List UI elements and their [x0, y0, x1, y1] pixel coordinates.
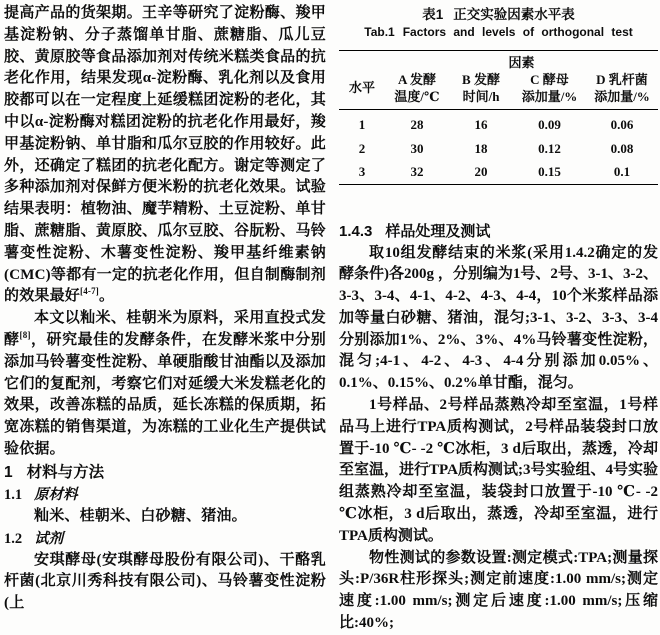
- section-heading-materials-methods: [4, 462, 326, 484]
- table-cell: 32: [410, 164, 424, 179]
- table-cell: 20: [474, 164, 488, 179]
- table-cell: 16: [474, 117, 488, 132]
- paragraph-text: 安琪酵母(安琪酵母股份有限公司)、干酪乳杆菌(北京川秀科技有限公司)、马铃薯变性淀粉(上: [4, 551, 326, 612]
- table-cell: 1: [358, 117, 366, 132]
- table-row: [339, 137, 658, 161]
- table-header-factor-c: [513, 72, 586, 110]
- paragraph-test-parameters: [339, 548, 658, 635]
- table-caption-zh-text: 正交实验因素水平表: [453, 7, 575, 22]
- paragraph-reagents: [4, 550, 326, 615]
- section-number: 1.2: [4, 530, 23, 547]
- citation-ref: [4-7]: [80, 286, 100, 297]
- paragraph-text: ，研究最佳的发酵条件，在发酵米浆中分别添加马铃薯变性淀粉、单硬脂酸甘油酯以及添加它们的复配剂，考察它们对延缓大米发糕老化的效果，改善冻糕的品质，延长冻糕的保质期，拓宽冻糕的销售渠道，为冻糕的工业化生产提供试验依据。: [4, 331, 326, 457]
- paragraph-tpa-procedure: [339, 395, 658, 548]
- header-line: 添加量/%: [521, 88, 578, 104]
- table-cell: 0.09: [538, 117, 561, 132]
- table-cell: 0.12: [538, 140, 561, 156]
- table-cell: 30: [410, 140, 424, 156]
- table-caption-zh-label: 表1: [422, 7, 444, 22]
- right-column: [339, 3, 658, 632]
- table-caption-en-text: Factors and levels of orthogonal test: [402, 25, 633, 39]
- table-header-spacer: [339, 51, 385, 73]
- header-line: B 发酵: [462, 72, 500, 87]
- table-row: [339, 160, 658, 184]
- table-header-factor-d: [586, 72, 658, 110]
- table-cell: 0.06: [610, 117, 634, 132]
- section-number: 1.1: [4, 486, 23, 503]
- paragraph-text: 本文以籼米、桂朝米为原料，采用直投式发酵: [4, 310, 326, 348]
- table-header-row: [339, 72, 658, 110]
- table-caption-zh: [339, 5, 658, 24]
- table-cell: 2: [358, 140, 366, 156]
- header-line: 添加量/%: [594, 88, 650, 104]
- header-line: 温度/℃: [394, 88, 440, 104]
- table-cell: 0.08: [610, 140, 634, 156]
- table-header-factor-a: [385, 72, 449, 110]
- paragraph-text: 取10组发酵结束的米浆(采用1.4.2确定的发酵条件)各200g ，分别编为1号、2号、3-1、3-2、3-3、3-4、4-1、4-2、4-3、4-4，10个米浆样品添加等量白砂糖、猪油，混匀;3-1、3-2、3-3、3-4分别添加1%、2%、3%、4%马铃薯变性淀粉，混匀;4-1、4-2、4-3、4-4分别添加0.05%、0.1%、0.15%、0.2%单甘酯，混匀。: [339, 244, 658, 392]
- table-cell: 0.1: [613, 164, 631, 179]
- citation-ref: [8]: [19, 329, 31, 340]
- orthogonal-factors-table: [339, 50, 658, 185]
- header-line: 时间/h: [462, 88, 500, 104]
- paragraph-text: 物性测试的参数设置:测定模式:TPA;测量探头:P/36R柱形探头;测定前速度:1.00 mm/s;测定速度:1.00 mm/s;测定后速度:1.00 mm/s;压缩比:40%;: [339, 549, 658, 632]
- table-cell: 18: [474, 140, 488, 156]
- table-caption-en: [339, 24, 658, 41]
- left-column: [4, 3, 326, 612]
- paragraph-text: 。: [99, 288, 115, 305]
- table-header-factor-b: [449, 72, 513, 110]
- paragraph-text: 提高产品的货架期。王辛等研究了淀粉酶、羧甲基淀粉钠、分子蒸馏单甘脂、蔗糖脂、瓜儿豆胶、黄原胶等食品添加剂对传统米糕类食品的抗老化作用，结果发现α-淀粉酶、乳化剂以及食用胶都可以在一定程度上延缓糕团淀粉的老化，其中以α-淀粉酶对糕团淀粉的抗老化作用最好，羧甲基淀粉钠、单甘脂和瓜尔豆胶的作用较好。此外，还确定了糕团的抗老化配方。谢定等测定了多种添加剂对保鲜方便米粉的抗老化效果。试验结果表明：植物油、魔芋精粉、土豆淀粉、单甘脂、蔗糖脂、黄原胶、瓜尔豆胶、谷朊粉、马铃薯变性淀粉、木薯变性淀粉、羧甲基纤维素钠(CMC)等都有一定的抗老化作用，但自制酶制剂的效果最好: [4, 5, 326, 305]
- paragraph-objective: [4, 308, 326, 461]
- section-number: 1: [4, 463, 13, 481]
- table-cell: 3: [358, 164, 366, 179]
- header-line: A 发酵: [398, 72, 436, 87]
- subsection-heading-reagents: [4, 528, 326, 550]
- section-number: 1.4.3: [339, 222, 373, 240]
- table-group-header-row: [339, 51, 658, 73]
- table-cell: 0.15: [538, 164, 561, 179]
- table-header-level: 水平: [339, 72, 385, 110]
- subsection-heading-raw-materials: [4, 484, 326, 506]
- paragraph-sample-groups: [339, 243, 658, 396]
- header-line: D 乳杆菌: [596, 72, 648, 87]
- section-title: 样品处理及测试: [385, 222, 491, 240]
- table-cell: 28: [410, 117, 424, 132]
- subsection-heading-sample-processing: [339, 221, 658, 243]
- section-title: 原材料: [34, 486, 78, 503]
- section-title: 试剂: [34, 530, 64, 547]
- header-line: C 酵母: [530, 72, 569, 87]
- paragraph-raw-materials: [4, 506, 326, 528]
- section-title: 材料与方法: [26, 463, 105, 481]
- table-group-header: 因素: [508, 55, 535, 70]
- table-caption-en-label: Tab.1: [364, 25, 395, 39]
- paragraph-intro-continued: [4, 3, 326, 308]
- table-row: [339, 110, 658, 137]
- paragraph-text: 1号样品、2号样品蒸熟冷却至室温，1号样品马上进行TPA质构测试，2号样品装袋封口放置于-10 ℃- -2 ℃冰柜，3 d后取出，蒸透，冷却至室温，进行TPA质构测试;3号实验组、4号实验组蒸熟冷却至室温，装袋封口放置于-10 ℃- -2 ℃冰柜，3 d后取出，蒸透，冷却至室温，进行TPA质构测试。: [339, 397, 658, 544]
- paragraph-text: 籼米、桂朝米、白砂糖、猪油。: [34, 507, 247, 524]
